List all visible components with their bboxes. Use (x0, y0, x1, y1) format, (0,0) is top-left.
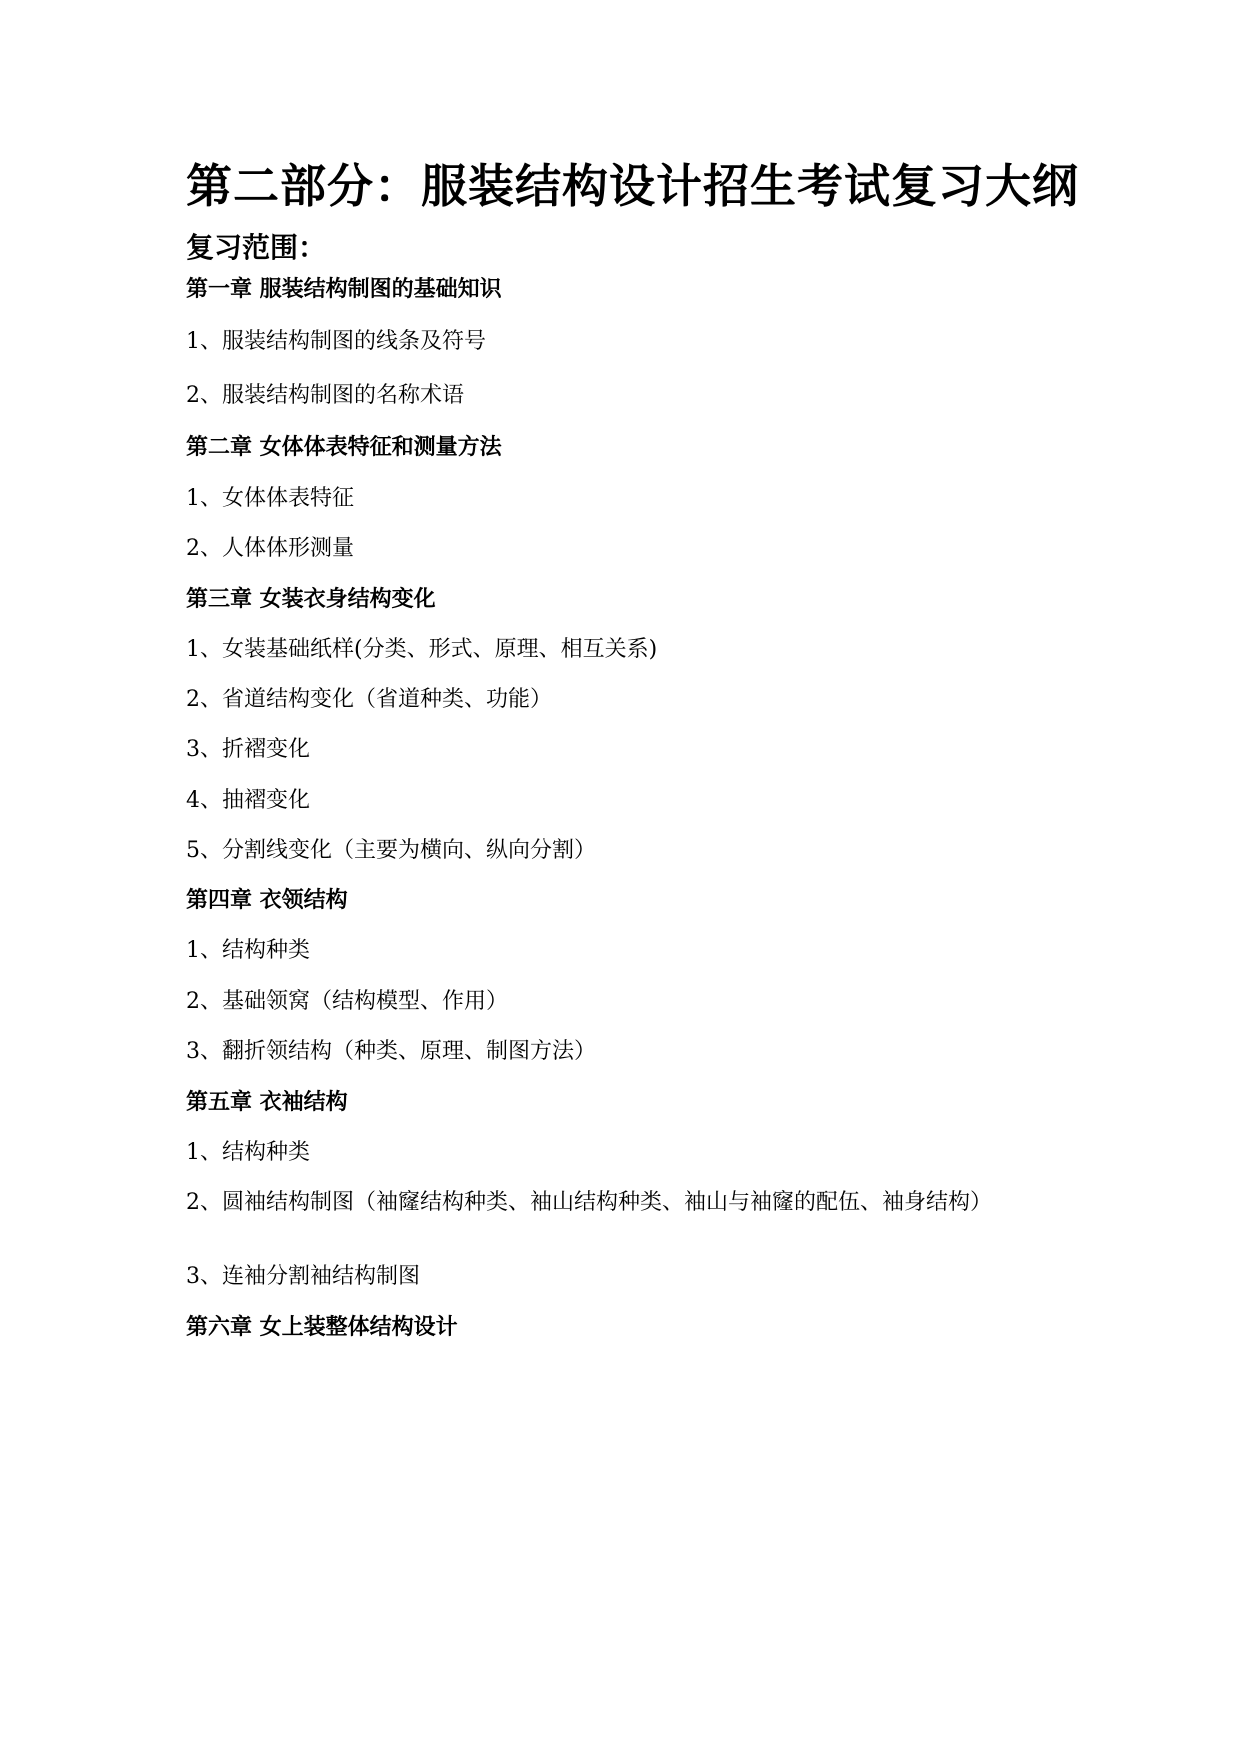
chapter-3-heading: 第三章 女装衣身结构变化 (186, 587, 436, 612)
chapter-1-item-2: 2、服装结构制图的名称术语 (186, 383, 464, 408)
chapter-2-item-1: 1、女体体表特征 (186, 486, 354, 511)
chapter-2-item-2: 2、人体体形测量 (186, 536, 354, 561)
review-scope-heading: 复习范围： (186, 231, 327, 264)
chapter-5-heading: 第五章 衣袖结构 (186, 1090, 348, 1115)
chapter-1-item-1: 1、服装结构制图的线条及符号 (186, 329, 486, 354)
chapter-3-item-3: 3、折褶变化 (186, 737, 310, 762)
chapter-3-item-5: 5、分割线变化（主要为横向、纵向分割） (186, 838, 596, 863)
chapter-5-item-2: 2、圆袖结构制图（袖窿结构种类、袖山结构种类、袖山与袖窿的配伍、袖身结构） (186, 1190, 992, 1215)
document-title: 第二部分：服装结构设计招生考试复习大纲 (186, 159, 1079, 213)
chapter-1-heading: 第一章 服装结构制图的基础知识 (186, 277, 502, 302)
chapter-5-item-3: 3、连袖分割袖结构制图 (186, 1264, 420, 1289)
chapter-6-heading: 第六章 女上装整体结构设计 (186, 1315, 458, 1340)
chapter-3-item-2: 2、省道结构变化（省道种类、功能） (186, 687, 552, 712)
chapter-4-item-1: 1、结构种类 (186, 938, 310, 963)
chapter-4-item-3: 3、翻折领结构（种类、原理、制图方法） (186, 1039, 596, 1064)
chapter-4-heading: 第四章 衣领结构 (186, 888, 348, 913)
chapter-2-heading: 第二章 女体体表特征和测量方法 (186, 435, 502, 460)
chapter-3-item-1: 1、女装基础纸样(分类、形式、原理、相互关系) (186, 637, 658, 662)
chapter-5-item-1: 1、结构种类 (186, 1140, 310, 1165)
chapter-4-item-2: 2、基础领窝（结构模型、作用） (186, 989, 508, 1014)
chapter-3-item-4: 4、抽褶变化 (186, 788, 310, 813)
